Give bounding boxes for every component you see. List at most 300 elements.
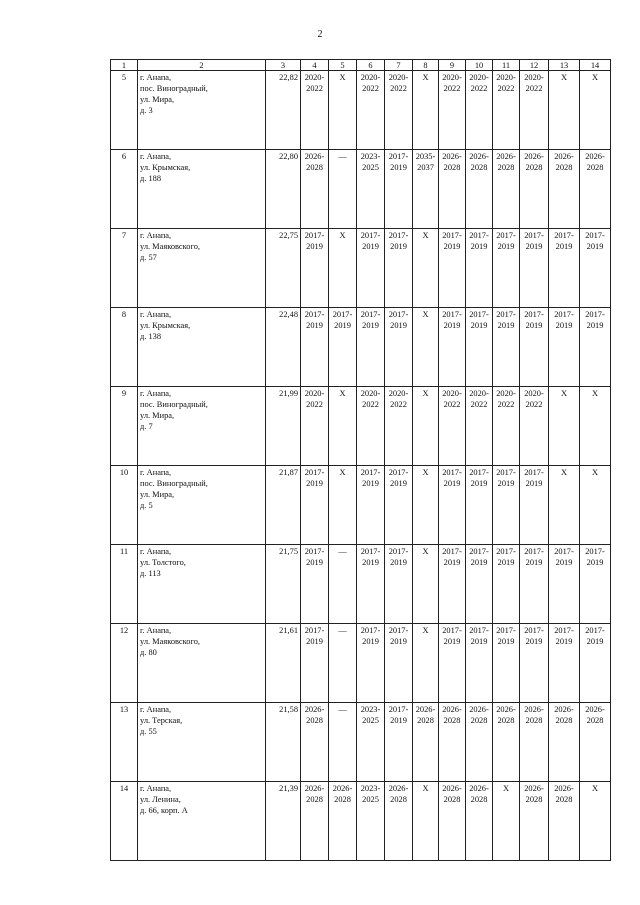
period-part: 2025 — [362, 795, 379, 804]
period-cell — [493, 624, 520, 703]
period-part: 2017- — [388, 231, 409, 240]
period-part: 2019 — [390, 716, 407, 725]
period-part: 2022 — [443, 84, 461, 93]
page-number: 2 — [317, 29, 323, 40]
period-part: — — [338, 152, 347, 161]
period-part: 2028 — [497, 716, 515, 725]
address-line: г. Анапа, — [140, 468, 172, 477]
row-number: 5 — [111, 71, 138, 150]
period-cell — [493, 71, 520, 150]
period-cell — [466, 150, 493, 229]
period-cell — [329, 624, 357, 703]
row-number: 7 — [111, 229, 138, 308]
period-part: 2019 — [497, 637, 515, 646]
period-cell — [466, 387, 493, 466]
period-part: 2026- — [554, 705, 574, 714]
row-number: 12 — [111, 624, 138, 703]
period-cell — [385, 703, 413, 782]
period-part: 2019 — [586, 637, 604, 646]
period-cell — [466, 703, 493, 782]
period-cell — [357, 71, 385, 150]
row-number: 9 — [111, 387, 138, 466]
period-cell — [329, 229, 357, 308]
period-part: 2017- — [442, 310, 462, 319]
period-part: 2017- — [388, 547, 409, 556]
period-part: 2019 — [555, 321, 573, 330]
period-cell — [466, 782, 493, 861]
address-line: пос. Виноградный, — [140, 479, 208, 488]
period-cell — [466, 545, 493, 624]
period-part: X — [502, 784, 510, 793]
address-line: г. Анапа, — [140, 152, 172, 161]
period-cell — [520, 545, 549, 624]
period-part: 2017- — [304, 626, 325, 635]
period-part: 2017- — [585, 231, 605, 240]
period-part: 2019 — [306, 321, 323, 330]
period-part: 2017- — [388, 468, 409, 477]
period-cell — [301, 466, 329, 545]
period-part: 2026- — [585, 705, 605, 714]
period-part: 2026- — [442, 152, 462, 161]
period-cell — [385, 466, 413, 545]
period-cell — [520, 150, 549, 229]
period-part: 2019 — [586, 558, 604, 567]
period-cell — [385, 150, 413, 229]
area-value: 21,75 — [266, 545, 301, 624]
period-part: 2020- — [442, 73, 462, 82]
period-cell — [357, 308, 385, 387]
period-part: 2017- — [388, 705, 409, 714]
address-cell — [138, 308, 266, 387]
period-part: 2022 — [525, 84, 543, 93]
address-cell — [138, 71, 266, 150]
period-cell — [413, 703, 439, 782]
period-cell — [520, 308, 549, 387]
period-part: 2019 — [362, 321, 379, 330]
period-part: 2020- — [524, 389, 544, 398]
area-value: 21,39 — [266, 782, 301, 861]
period-part: 2019 — [586, 321, 604, 330]
period-cell — [493, 782, 520, 861]
period-part: X — [591, 784, 599, 793]
address-cell — [138, 229, 266, 308]
period-part: X — [339, 231, 346, 240]
period-part: 2017- — [554, 310, 574, 319]
period-part: X — [591, 389, 599, 398]
period-part: 2017- — [442, 547, 462, 556]
period-cell — [439, 624, 466, 703]
period-part: 2017- — [524, 310, 544, 319]
period-cell — [329, 466, 357, 545]
period-part: 2019 — [555, 242, 573, 251]
address-line: д. 138 — [140, 332, 162, 341]
period-part: 2026- — [585, 152, 605, 161]
table-row — [111, 782, 611, 861]
period-part: 2028 — [497, 163, 515, 172]
period-part: 2017- — [442, 626, 462, 635]
period-part: 2019 — [497, 558, 515, 567]
period-cell — [520, 782, 549, 861]
period-part: 2017- — [469, 468, 489, 477]
period-cell — [580, 466, 611, 545]
schedule-table-container — [110, 59, 610, 861]
period-part: 2028 — [306, 716, 323, 725]
period-part: 2022 — [306, 400, 323, 409]
period-part: 2019 — [306, 479, 323, 488]
period-cell — [549, 703, 580, 782]
address-line: д. 7 — [140, 422, 153, 431]
period-part: 2017- — [554, 231, 574, 240]
period-part: 2020- — [304, 73, 325, 82]
period-part: 2022 — [306, 84, 323, 93]
period-cell — [301, 624, 329, 703]
area-value: 21,61 — [266, 624, 301, 703]
address-cell — [138, 150, 266, 229]
period-part: 2022 — [390, 400, 407, 409]
period-part: 2019 — [525, 479, 543, 488]
period-part: 2019 — [443, 479, 461, 488]
period-cell — [413, 308, 439, 387]
column-number: 12 — [520, 60, 549, 71]
period-cell — [520, 624, 549, 703]
column-number: 13 — [549, 60, 580, 71]
address-line: г. Анапа, — [140, 73, 172, 82]
period-part: X — [339, 468, 346, 477]
period-part: 2019 — [497, 242, 515, 251]
address-line: г. Анапа, — [140, 310, 172, 319]
period-cell — [549, 71, 580, 150]
period-cell — [413, 387, 439, 466]
table-row — [111, 624, 611, 703]
address-line: г. Анапа, — [140, 626, 172, 635]
period-part: 2019 — [390, 637, 407, 646]
address-line: д. 188 — [140, 174, 162, 183]
period-part: 2028 — [306, 795, 323, 804]
address-line: д. 66, корп. А — [140, 806, 188, 815]
period-part: 2017- — [469, 626, 489, 635]
period-cell — [493, 545, 520, 624]
area-value: 22,48 — [266, 308, 301, 387]
period-part: 2022 — [470, 400, 488, 409]
period-cell — [439, 782, 466, 861]
column-number: 2 — [138, 60, 266, 71]
period-cell — [580, 308, 611, 387]
period-cell — [439, 308, 466, 387]
period-part: 2022 — [362, 84, 379, 93]
period-cell — [439, 703, 466, 782]
period-cell — [301, 545, 329, 624]
address-cell — [138, 545, 266, 624]
period-part: 2026- — [304, 152, 325, 161]
address-line: ул. Мира, — [140, 490, 175, 499]
period-part: 2025 — [362, 716, 379, 725]
period-part: 2020- — [524, 73, 544, 82]
period-cell — [385, 229, 413, 308]
period-cell — [549, 229, 580, 308]
address-cell — [138, 703, 266, 782]
period-part: 2017- — [469, 231, 489, 240]
address-line: д. 113 — [140, 569, 161, 578]
address-line: ул. Терская, — [140, 716, 183, 725]
address-line: г. Анапа, — [140, 784, 172, 793]
period-cell — [357, 703, 385, 782]
period-part: 2020- — [496, 73, 516, 82]
period-cell — [520, 229, 549, 308]
period-part: 2019 — [470, 479, 488, 488]
period-part: 2017- — [388, 152, 409, 161]
period-part: 2023- — [360, 784, 381, 793]
period-part: X — [422, 547, 429, 556]
column-number: 3 — [266, 60, 301, 71]
period-part: 2028 — [417, 716, 434, 725]
period-cell — [385, 624, 413, 703]
period-part: 2019 — [362, 558, 379, 567]
period-cell — [357, 387, 385, 466]
period-part: 2028 — [334, 795, 351, 804]
period-part: 2022 — [497, 400, 515, 409]
period-part: X — [422, 626, 429, 635]
period-cell — [357, 782, 385, 861]
period-part: 2019 — [497, 479, 515, 488]
period-part: 2020- — [388, 73, 409, 82]
period-cell — [413, 782, 439, 861]
area-value: 21,99 — [266, 387, 301, 466]
period-cell — [466, 624, 493, 703]
period-part: X — [422, 389, 429, 398]
table-row — [111, 545, 611, 624]
period-part: 2017- — [332, 310, 353, 319]
row-number: 10 — [111, 466, 138, 545]
period-part: 2017- — [360, 231, 381, 240]
row-number: 13 — [111, 703, 138, 782]
schedule-table — [110, 59, 611, 861]
address-line: г. Анапа, — [140, 231, 172, 240]
period-part: 2017- — [496, 468, 516, 477]
address-line: ул. Крымская, — [140, 163, 191, 172]
period-cell — [301, 387, 329, 466]
period-cell — [580, 703, 611, 782]
period-part: 2020- — [360, 389, 381, 398]
period-part: 2026- — [554, 784, 574, 793]
period-cell — [549, 545, 580, 624]
period-cell — [329, 71, 357, 150]
period-part: 2019 — [470, 242, 488, 251]
period-cell — [357, 229, 385, 308]
period-part: 2026- — [554, 152, 574, 161]
period-part: 2026- — [496, 152, 516, 161]
column-number: 7 — [385, 60, 413, 71]
period-part: 2026- — [332, 784, 353, 793]
period-cell — [385, 71, 413, 150]
period-part: 2019 — [306, 558, 323, 567]
period-part: 2022 — [497, 84, 515, 93]
period-cell — [520, 703, 549, 782]
period-part: 2026- — [388, 784, 409, 793]
period-part: 2017- — [304, 547, 325, 556]
period-part: 2026- — [469, 784, 489, 793]
period-part: 2019 — [443, 637, 461, 646]
period-cell — [301, 229, 329, 308]
period-part: 2017- — [585, 547, 605, 556]
period-cell — [493, 229, 520, 308]
address-cell — [138, 387, 266, 466]
period-cell — [413, 466, 439, 545]
period-cell — [580, 229, 611, 308]
period-part: 2017- — [442, 468, 462, 477]
period-part: 2022 — [362, 400, 379, 409]
period-part: 2017- — [524, 231, 544, 240]
column-number: 5 — [329, 60, 357, 71]
address-line: ул. Маяковского, — [140, 242, 200, 251]
address-line: пос. Виноградный, — [140, 84, 208, 93]
period-part: 2019 — [525, 321, 543, 330]
period-part: 2019 — [390, 242, 407, 251]
period-part: X — [422, 73, 429, 82]
period-part: 2019 — [470, 558, 488, 567]
period-part: — — [338, 705, 347, 714]
period-cell — [357, 545, 385, 624]
period-cell — [385, 387, 413, 466]
period-cell — [329, 150, 357, 229]
address-line: г. Анапа, — [140, 389, 172, 398]
row-number: 6 — [111, 150, 138, 229]
period-part: 2022 — [525, 400, 543, 409]
period-cell — [439, 545, 466, 624]
area-value: 22,80 — [266, 150, 301, 229]
period-part: 2019 — [390, 321, 407, 330]
period-part: 2028 — [470, 163, 488, 172]
period-part: 2017- — [304, 310, 325, 319]
period-part: 2020- — [360, 73, 381, 82]
period-part: X — [339, 389, 346, 398]
period-part: 2026- — [496, 705, 516, 714]
period-part: 2028 — [443, 716, 461, 725]
area-value: 21,87 — [266, 466, 301, 545]
row-number: 8 — [111, 308, 138, 387]
period-cell — [439, 229, 466, 308]
period-part: 2026- — [524, 705, 544, 714]
period-cell — [329, 782, 357, 861]
period-cell — [493, 466, 520, 545]
period-part: 2017- — [388, 626, 409, 635]
period-part: 2026- — [469, 705, 489, 714]
period-cell — [520, 387, 549, 466]
period-cell — [549, 308, 580, 387]
period-part: X — [591, 468, 599, 477]
period-part: 2022 — [390, 84, 407, 93]
period-part: 2017- — [496, 231, 516, 240]
area-value: 22,75 — [266, 229, 301, 308]
period-part: 2023- — [360, 152, 381, 161]
column-number: 14 — [580, 60, 611, 71]
period-part: X — [560, 468, 568, 477]
period-cell — [549, 624, 580, 703]
column-number: 8 — [413, 60, 439, 71]
table-row — [111, 150, 611, 229]
period-cell — [413, 545, 439, 624]
period-cell — [329, 703, 357, 782]
period-part: 2019 — [555, 637, 573, 646]
period-part: 2019 — [443, 242, 461, 251]
period-part: X — [591, 73, 599, 82]
period-part: 2017- — [554, 626, 574, 635]
period-part: 2019 — [334, 321, 351, 330]
address-line: д. 3 — [140, 106, 153, 115]
period-cell — [466, 466, 493, 545]
period-cell — [329, 387, 357, 466]
row-number: 14 — [111, 782, 138, 861]
period-part: 2028 — [555, 795, 573, 804]
period-part: 2019 — [306, 637, 323, 646]
address-line: пос. Виноградный, — [140, 400, 208, 409]
period-part: 2019 — [525, 558, 543, 567]
period-cell — [549, 387, 580, 466]
period-part: 2017- — [585, 626, 605, 635]
period-part: — — [338, 547, 347, 556]
column-number: 10 — [466, 60, 493, 71]
address-cell — [138, 624, 266, 703]
period-part: 2028 — [525, 716, 543, 725]
period-cell — [466, 71, 493, 150]
period-cell — [413, 624, 439, 703]
address-line: д. 57 — [140, 253, 157, 262]
period-cell — [439, 466, 466, 545]
period-cell — [413, 229, 439, 308]
period-part: 2028 — [470, 795, 488, 804]
address-line: ул. Ленина, — [140, 795, 181, 804]
address-line: ул. Толстого, — [140, 558, 186, 567]
period-cell — [413, 150, 439, 229]
period-part: 2017- — [496, 310, 516, 319]
period-part: 2026- — [442, 705, 462, 714]
area-value: 21,58 — [266, 703, 301, 782]
period-part: X — [422, 784, 429, 793]
period-part: 2028 — [306, 163, 323, 172]
period-cell — [580, 545, 611, 624]
period-cell — [385, 308, 413, 387]
period-part: 2037 — [417, 163, 434, 172]
period-cell — [301, 782, 329, 861]
period-part: 2017- — [496, 547, 516, 556]
period-part: 2028 — [443, 163, 461, 172]
period-cell — [357, 624, 385, 703]
period-cell — [301, 703, 329, 782]
period-part: 2017- — [496, 626, 516, 635]
period-part: X — [422, 468, 429, 477]
period-cell — [439, 387, 466, 466]
period-part: 2028 — [390, 795, 407, 804]
period-part: 2019 — [586, 242, 604, 251]
period-part: 2019 — [362, 479, 379, 488]
period-part: 2017- — [304, 468, 325, 477]
period-cell — [549, 150, 580, 229]
address-line: ул. Мира, — [140, 411, 175, 420]
period-part: 2019 — [362, 637, 379, 646]
period-part: 2019 — [306, 242, 323, 251]
area-value: 22,82 — [266, 71, 301, 150]
period-part: 2019 — [525, 242, 543, 251]
table-row — [111, 71, 611, 150]
address-cell — [138, 466, 266, 545]
period-part: X — [560, 73, 568, 82]
address-line: ул. Мира, — [140, 95, 175, 104]
table-row — [111, 387, 611, 466]
period-cell — [413, 71, 439, 150]
period-part: 2028 — [586, 163, 604, 172]
period-cell — [357, 150, 385, 229]
period-cell — [385, 545, 413, 624]
period-part: 2017- — [304, 231, 325, 240]
